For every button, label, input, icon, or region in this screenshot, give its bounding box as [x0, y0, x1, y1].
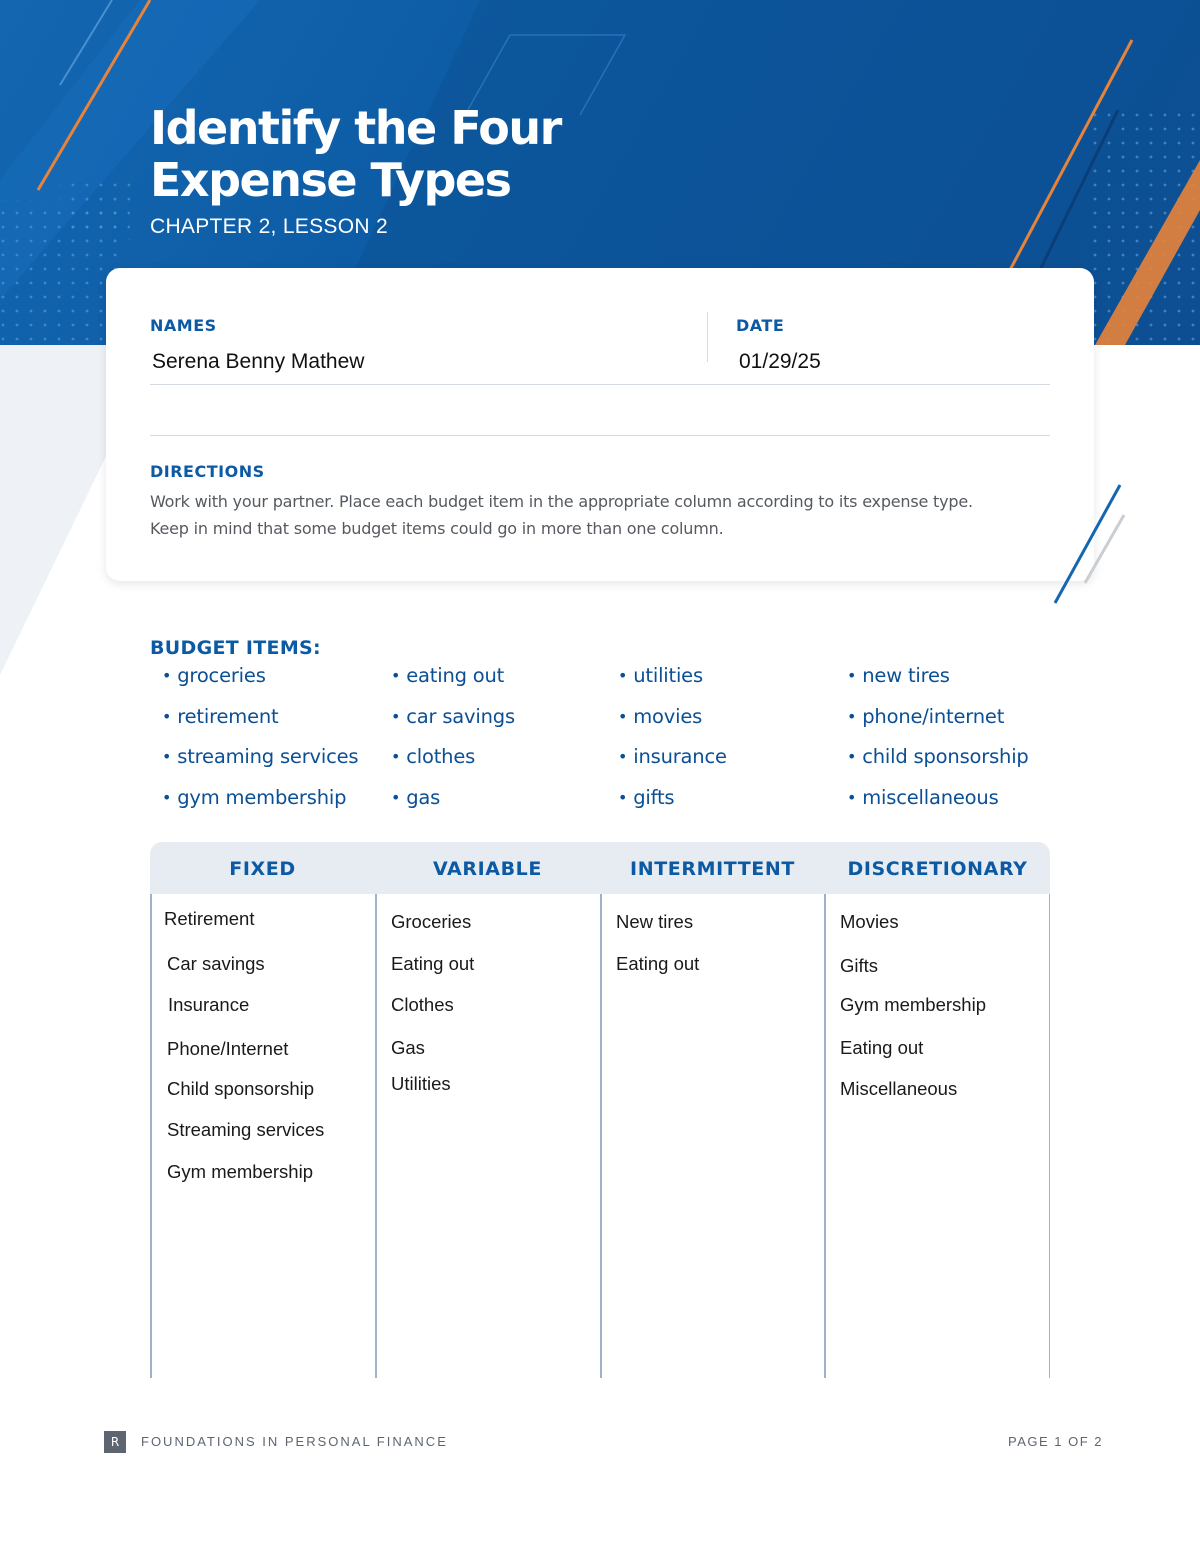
discretionary-entry[interactable]: Gym membership	[840, 994, 986, 1015]
bullet-icon: •	[391, 787, 401, 807]
section-divider	[150, 435, 1050, 436]
budget-items-list	[162, 664, 1062, 826]
budget-item	[162, 745, 391, 786]
bullet-icon: •	[391, 747, 401, 766]
column-border	[1049, 894, 1051, 1378]
budget-item-label: phone/internet	[862, 704, 1005, 728]
bullet-icon: •	[618, 706, 628, 726]
bullet-icon: •	[847, 747, 857, 766]
budget-item	[847, 745, 1062, 786]
variable-entry[interactable]: Groceries	[391, 911, 472, 932]
chapter-subtitle: CHAPTER 2, LESSON 2	[150, 215, 388, 238]
bullet-icon: •	[847, 666, 857, 685]
budget-item	[391, 786, 618, 827]
footer-course-name: FOUNDATIONS IN PERSONAL FINANCE	[141, 1434, 448, 1449]
variable-entry[interactable]: Utilities	[391, 1073, 451, 1094]
bullet-icon: •	[847, 706, 857, 726]
page-number: PAGE 1 OF 2	[1008, 1434, 1104, 1449]
budget-item	[618, 664, 847, 705]
bullet-icon: •	[618, 787, 628, 807]
names-label: NAMES	[150, 316, 217, 335]
budget-item-label: child sponsorship	[862, 745, 1029, 768]
brand-logo: R	[104, 1431, 126, 1453]
budget-item	[847, 705, 1062, 746]
budget-item	[618, 705, 847, 746]
bullet-icon: •	[162, 666, 172, 685]
intermittent-entry[interactable]: New tires	[616, 911, 694, 932]
bullet-icon: •	[162, 747, 172, 766]
fixed-entry[interactable]: Child sponsorship	[167, 1078, 315, 1099]
discretionary-entry[interactable]: Miscellaneous	[840, 1078, 958, 1099]
budget-item-label: streaming services	[177, 745, 359, 768]
fixed-entry[interactable]: Insurance	[168, 994, 250, 1015]
budget-item-label: car savings	[406, 704, 515, 728]
header-discretionary: DISCRETIONARY	[847, 858, 1028, 880]
budget-item	[618, 786, 847, 827]
directions-line-2: Keep in mind that some budget items could go in more than one column.	[150, 519, 724, 538]
budget-item-label: movies	[633, 704, 703, 728]
names-field[interactable]: Serena Benny Mathew	[152, 350, 365, 373]
card-accent-lines	[1040, 480, 1130, 610]
bullet-icon: •	[391, 706, 401, 726]
budget-item-label: insurance	[633, 745, 727, 768]
field-divider	[707, 312, 708, 362]
bullet-icon: •	[162, 706, 172, 726]
field-underline	[150, 384, 1050, 385]
fixed-entry[interactable]: Retirement	[164, 908, 255, 929]
page-title	[150, 102, 561, 206]
budget-item	[162, 786, 391, 827]
directions-line-1: Work with your partner. Place each budget item in the appropriate column according to its expense type.	[150, 492, 973, 511]
budget-item	[618, 745, 847, 786]
budget-items-title: BUDGET ITEMS:	[150, 637, 321, 659]
bullet-icon: •	[162, 787, 172, 807]
title-line-2: Expense Types	[150, 153, 511, 207]
column-border	[375, 894, 377, 1378]
expense-type-table	[150, 842, 1050, 1378]
fixed-entry[interactable]: Car savings	[167, 953, 265, 974]
fixed-entry[interactable]: Streaming services	[167, 1119, 325, 1140]
variable-entry[interactable]: Eating out	[391, 953, 475, 974]
budget-item-label: retirement	[177, 704, 279, 728]
budget-item	[391, 664, 618, 705]
budget-item	[162, 705, 391, 746]
fixed-entry[interactable]: Gym membership	[167, 1161, 313, 1182]
header-fixed: FIXED	[229, 858, 296, 880]
budget-item-label: new tires	[862, 664, 950, 687]
budget-item	[162, 664, 391, 705]
directions-text	[150, 488, 1070, 542]
variable-entry[interactable]: Gas	[391, 1037, 425, 1058]
info-card	[106, 268, 1094, 581]
bullet-icon: •	[391, 666, 401, 685]
directions-label: DIRECTIONS	[150, 462, 265, 481]
header-intermittent: INTERMITTENT	[630, 858, 795, 880]
budget-item-label: gifts	[633, 785, 675, 809]
date-field[interactable]: 01/29/25	[739, 350, 821, 373]
budget-item	[391, 745, 618, 786]
bullet-icon: •	[847, 787, 857, 807]
variable-entry[interactable]: Clothes	[391, 994, 454, 1015]
column-border	[150, 894, 152, 1378]
header-variable: VARIABLE	[433, 858, 542, 880]
budget-item-label: groceries	[177, 664, 266, 687]
intermittent-entry[interactable]: Eating out	[616, 953, 700, 974]
budget-item-label: clothes	[406, 745, 476, 768]
budget-item	[391, 705, 618, 746]
discretionary-entry[interactable]: Eating out	[840, 1037, 924, 1058]
bullet-icon: •	[618, 747, 628, 766]
budget-item-label: gym membership	[177, 785, 347, 809]
column-border	[824, 894, 826, 1378]
date-label: DATE	[736, 316, 785, 335]
column-border	[600, 894, 602, 1378]
budget-item-label: eating out	[406, 664, 505, 687]
title-line-1: Identify the Four	[150, 101, 561, 155]
budget-item	[847, 664, 1062, 705]
budget-item-label: miscellaneous	[862, 785, 999, 809]
budget-item-label: utilities	[633, 664, 703, 687]
budget-item	[847, 786, 1062, 827]
discretionary-entry[interactable]: Gifts	[840, 955, 879, 976]
bullet-icon: •	[618, 666, 628, 685]
discretionary-entry[interactable]: Movies	[840, 911, 899, 932]
table-header-row	[150, 842, 1050, 894]
fixed-entry[interactable]: Phone/Internet	[167, 1038, 289, 1059]
budget-item-label: gas	[406, 785, 441, 809]
